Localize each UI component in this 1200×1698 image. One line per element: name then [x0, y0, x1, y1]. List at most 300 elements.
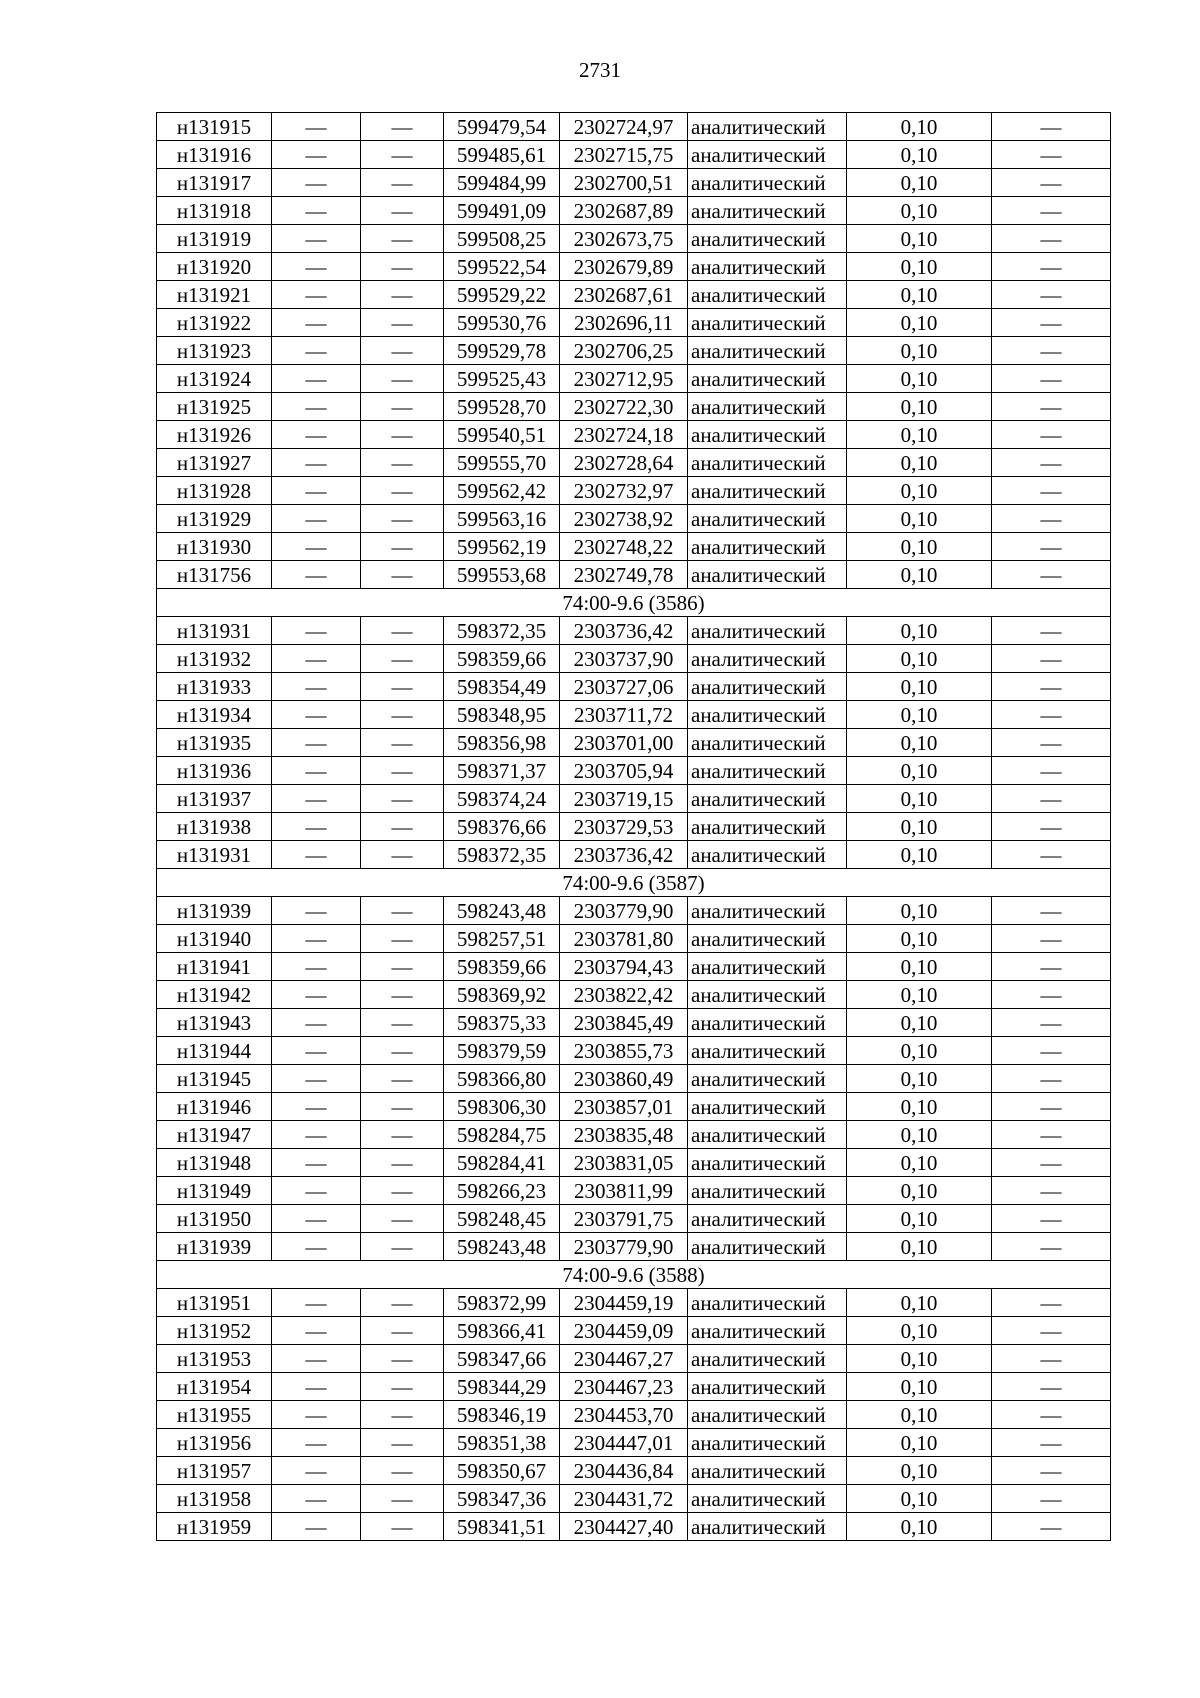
section-title: 74:00-9.6 (3587): [157, 869, 1111, 897]
x-coordinate-cell: 598372,35: [444, 617, 560, 645]
table-row: [157, 1009, 1111, 1037]
dash-cell: —: [992, 1345, 1111, 1373]
dash-cell: —: [992, 645, 1111, 673]
y-coordinate-cell: 2303729,53: [560, 813, 688, 841]
method-cell: аналитический: [688, 309, 847, 337]
table-row: [157, 141, 1111, 169]
accuracy-cell: 0,10: [847, 1233, 992, 1261]
dash-cell: —: [361, 1233, 444, 1261]
x-coordinate-cell: 598372,99: [444, 1289, 560, 1317]
dash-cell: —: [361, 1205, 444, 1233]
method-cell: аналитический: [688, 253, 847, 281]
dash-cell: —: [272, 1177, 361, 1205]
dash-cell: —: [272, 477, 361, 505]
dash-cell: —: [361, 253, 444, 281]
point-id-cell: н131944: [157, 1037, 272, 1065]
dash-cell: —: [272, 813, 361, 841]
point-id-cell: н131959: [157, 1513, 272, 1541]
x-coordinate-cell: 598359,66: [444, 953, 560, 981]
y-coordinate-cell: 2302696,11: [560, 309, 688, 337]
dash-cell: —: [361, 1065, 444, 1093]
point-id-cell: н131948: [157, 1149, 272, 1177]
x-coordinate-cell: 598375,33: [444, 1009, 560, 1037]
dash-cell: —: [272, 1009, 361, 1037]
dash-cell: —: [272, 1121, 361, 1149]
dash-cell: —: [272, 701, 361, 729]
dash-cell: —: [361, 561, 444, 589]
dash-cell: —: [272, 197, 361, 225]
dash-cell: —: [272, 449, 361, 477]
y-coordinate-cell: 2302673,75: [560, 225, 688, 253]
dash-cell: —: [992, 1513, 1111, 1541]
dash-cell: —: [361, 981, 444, 1009]
method-cell: аналитический: [688, 561, 847, 589]
dash-cell: —: [272, 1289, 361, 1317]
dash-cell: —: [992, 757, 1111, 785]
dash-cell: —: [272, 1485, 361, 1513]
table-row: [157, 813, 1111, 841]
point-id-cell: н131953: [157, 1345, 272, 1373]
point-id-cell: н131929: [157, 505, 272, 533]
x-coordinate-cell: 598374,24: [444, 785, 560, 813]
dash-cell: —: [361, 1317, 444, 1345]
table-row: [157, 1485, 1111, 1513]
table-row: [157, 617, 1111, 645]
accuracy-cell: 0,10: [847, 421, 992, 449]
accuracy-cell: 0,10: [847, 169, 992, 197]
method-cell: аналитический: [688, 841, 847, 869]
point-id-cell: н131958: [157, 1485, 272, 1513]
accuracy-cell: 0,10: [847, 785, 992, 813]
table-row: [157, 505, 1111, 533]
table-row: [157, 253, 1111, 281]
method-cell: аналитический: [688, 421, 847, 449]
point-id-cell: н131951: [157, 1289, 272, 1317]
point-id-cell: н131917: [157, 169, 272, 197]
dash-cell: —: [992, 1317, 1111, 1345]
point-id-cell: н131932: [157, 645, 272, 673]
dash-cell: —: [272, 645, 361, 673]
dash-cell: —: [992, 1037, 1111, 1065]
x-coordinate-cell: 598369,92: [444, 981, 560, 1009]
method-cell: аналитический: [688, 645, 847, 673]
dash-cell: —: [361, 1149, 444, 1177]
dash-cell: —: [992, 617, 1111, 645]
y-coordinate-cell: 2304467,27: [560, 1345, 688, 1373]
accuracy-cell: 0,10: [847, 309, 992, 337]
method-cell: аналитический: [688, 505, 847, 533]
x-coordinate-cell: 598359,66: [444, 645, 560, 673]
section-header-row: [157, 589, 1111, 617]
x-coordinate-cell: 599522,54: [444, 253, 560, 281]
dash-cell: —: [992, 505, 1111, 533]
y-coordinate-cell: 2303711,72: [560, 701, 688, 729]
y-coordinate-cell: 2303860,49: [560, 1065, 688, 1093]
y-coordinate-cell: 2304447,01: [560, 1429, 688, 1457]
dash-cell: —: [272, 673, 361, 701]
method-cell: аналитический: [688, 1037, 847, 1065]
accuracy-cell: 0,10: [847, 365, 992, 393]
x-coordinate-cell: 598379,59: [444, 1037, 560, 1065]
dash-cell: —: [992, 1373, 1111, 1401]
method-cell: аналитический: [688, 281, 847, 309]
method-cell: аналитический: [688, 113, 847, 141]
y-coordinate-cell: 2303779,90: [560, 897, 688, 925]
accuracy-cell: 0,10: [847, 673, 992, 701]
accuracy-cell: 0,10: [847, 1429, 992, 1457]
y-coordinate-cell: 2303719,15: [560, 785, 688, 813]
accuracy-cell: 0,10: [847, 897, 992, 925]
point-id-cell: н131940: [157, 925, 272, 953]
section-title: 74:00-9.6 (3588): [157, 1261, 1111, 1289]
y-coordinate-cell: 2303781,80: [560, 925, 688, 953]
y-coordinate-cell: 2303727,06: [560, 673, 688, 701]
dash-cell: —: [361, 365, 444, 393]
dash-cell: —: [272, 897, 361, 925]
table-row: [157, 225, 1111, 253]
method-cell: аналитический: [688, 1177, 847, 1205]
x-coordinate-cell: 599553,68: [444, 561, 560, 589]
dash-cell: —: [361, 1345, 444, 1373]
accuracy-cell: 0,10: [847, 981, 992, 1009]
method-cell: аналитический: [688, 1401, 847, 1429]
accuracy-cell: 0,10: [847, 757, 992, 785]
dash-cell: —: [992, 1065, 1111, 1093]
point-id-cell: н131947: [157, 1121, 272, 1149]
dash-cell: —: [272, 1093, 361, 1121]
point-id-cell: н131949: [157, 1177, 272, 1205]
accuracy-cell: 0,10: [847, 1289, 992, 1317]
point-id-cell: н131931: [157, 617, 272, 645]
point-id-cell: н131927: [157, 449, 272, 477]
method-cell: аналитический: [688, 813, 847, 841]
point-id-cell: н131954: [157, 1373, 272, 1401]
dash-cell: —: [992, 813, 1111, 841]
method-cell: аналитический: [688, 365, 847, 393]
dash-cell: —: [992, 785, 1111, 813]
y-coordinate-cell: 2303705,94: [560, 757, 688, 785]
point-id-cell: н131915: [157, 113, 272, 141]
method-cell: аналитический: [688, 1457, 847, 1485]
dash-cell: —: [992, 113, 1111, 141]
accuracy-cell: 0,10: [847, 1401, 992, 1429]
table-body: [157, 113, 1111, 1541]
dash-cell: —: [992, 365, 1111, 393]
dash-cell: —: [992, 1121, 1111, 1149]
y-coordinate-cell: 2302732,97: [560, 477, 688, 505]
accuracy-cell: 0,10: [847, 533, 992, 561]
method-cell: аналитический: [688, 1149, 847, 1177]
y-coordinate-cell: 2302687,89: [560, 197, 688, 225]
dash-cell: —: [992, 897, 1111, 925]
y-coordinate-cell: 2302748,22: [560, 533, 688, 561]
table-row: [157, 533, 1111, 561]
dash-cell: —: [361, 1373, 444, 1401]
x-coordinate-cell: 599491,09: [444, 197, 560, 225]
accuracy-cell: 0,10: [847, 505, 992, 533]
x-coordinate-cell: 599555,70: [444, 449, 560, 477]
x-coordinate-cell: 598346,19: [444, 1401, 560, 1429]
y-coordinate-cell: 2303736,42: [560, 617, 688, 645]
accuracy-cell: 0,10: [847, 841, 992, 869]
x-coordinate-cell: 598341,51: [444, 1513, 560, 1541]
dash-cell: —: [361, 1093, 444, 1121]
dash-cell: —: [992, 1177, 1111, 1205]
dash-cell: —: [272, 281, 361, 309]
x-coordinate-cell: 599562,19: [444, 533, 560, 561]
method-cell: аналитический: [688, 757, 847, 785]
dash-cell: —: [992, 197, 1111, 225]
dash-cell: —: [361, 841, 444, 869]
dash-cell: —: [272, 253, 361, 281]
section-title: 74:00-9.6 (3586): [157, 589, 1111, 617]
y-coordinate-cell: 2304459,19: [560, 1289, 688, 1317]
dash-cell: —: [992, 533, 1111, 561]
method-cell: аналитический: [688, 1093, 847, 1121]
point-id-cell: н131956: [157, 1429, 272, 1457]
method-cell: аналитический: [688, 785, 847, 813]
y-coordinate-cell: 2303857,01: [560, 1093, 688, 1121]
point-id-cell: н131938: [157, 813, 272, 841]
table-row: [157, 897, 1111, 925]
dash-cell: —: [992, 393, 1111, 421]
accuracy-cell: 0,10: [847, 701, 992, 729]
x-coordinate-cell: 598248,45: [444, 1205, 560, 1233]
dash-cell: —: [361, 225, 444, 253]
y-coordinate-cell: 2302700,51: [560, 169, 688, 197]
point-id-cell: н131957: [157, 1457, 272, 1485]
y-coordinate-cell: 2302715,75: [560, 141, 688, 169]
y-coordinate-cell: 2303822,42: [560, 981, 688, 1009]
dash-cell: —: [992, 1485, 1111, 1513]
table-row: [157, 1429, 1111, 1457]
table-row: [157, 925, 1111, 953]
dash-cell: —: [361, 533, 444, 561]
accuracy-cell: 0,10: [847, 729, 992, 757]
accuracy-cell: 0,10: [847, 253, 992, 281]
x-coordinate-cell: 599479,54: [444, 113, 560, 141]
dash-cell: —: [361, 1485, 444, 1513]
table-row: [157, 197, 1111, 225]
accuracy-cell: 0,10: [847, 197, 992, 225]
dash-cell: —: [361, 617, 444, 645]
point-id-cell: н131921: [157, 281, 272, 309]
method-cell: аналитический: [688, 1345, 847, 1373]
method-cell: аналитический: [688, 1205, 847, 1233]
accuracy-cell: 0,10: [847, 113, 992, 141]
x-coordinate-cell: 598366,41: [444, 1317, 560, 1345]
method-cell: аналитический: [688, 141, 847, 169]
accuracy-cell: 0,10: [847, 1177, 992, 1205]
x-coordinate-cell: 599563,16: [444, 505, 560, 533]
method-cell: аналитический: [688, 1513, 847, 1541]
table-row: [157, 337, 1111, 365]
point-id-cell: н131945: [157, 1065, 272, 1093]
method-cell: аналитический: [688, 925, 847, 953]
y-coordinate-cell: 2303701,00: [560, 729, 688, 757]
method-cell: аналитический: [688, 729, 847, 757]
accuracy-cell: 0,10: [847, 1485, 992, 1513]
dash-cell: —: [361, 197, 444, 225]
dash-cell: —: [272, 981, 361, 1009]
dash-cell: —: [272, 1037, 361, 1065]
accuracy-cell: 0,10: [847, 1373, 992, 1401]
dash-cell: —: [361, 1121, 444, 1149]
y-coordinate-cell: 2302724,18: [560, 421, 688, 449]
method-cell: аналитический: [688, 393, 847, 421]
point-id-cell: н131918: [157, 197, 272, 225]
x-coordinate-cell: 598257,51: [444, 925, 560, 953]
method-cell: аналитический: [688, 477, 847, 505]
point-id-cell: н131939: [157, 897, 272, 925]
y-coordinate-cell: 2304436,84: [560, 1457, 688, 1485]
point-id-cell: н131935: [157, 729, 272, 757]
x-coordinate-cell: 599540,51: [444, 421, 560, 449]
dash-cell: —: [992, 281, 1111, 309]
point-id-cell: н131936: [157, 757, 272, 785]
point-id-cell: н131926: [157, 421, 272, 449]
dash-cell: —: [992, 477, 1111, 505]
dash-cell: —: [361, 1457, 444, 1485]
accuracy-cell: 0,10: [847, 1121, 992, 1149]
y-coordinate-cell: 2302749,78: [560, 561, 688, 589]
dash-cell: —: [361, 309, 444, 337]
dash-cell: —: [992, 953, 1111, 981]
y-coordinate-cell: 2303736,42: [560, 841, 688, 869]
table-row: [157, 1317, 1111, 1345]
x-coordinate-cell: 599484,99: [444, 169, 560, 197]
dash-cell: —: [992, 841, 1111, 869]
dash-cell: —: [272, 1457, 361, 1485]
x-coordinate-cell: 598371,37: [444, 757, 560, 785]
x-coordinate-cell: 598348,95: [444, 701, 560, 729]
accuracy-cell: 0,10: [847, 925, 992, 953]
dash-cell: —: [992, 253, 1111, 281]
dash-cell: —: [992, 449, 1111, 477]
dash-cell: —: [361, 169, 444, 197]
method-cell: аналитический: [688, 169, 847, 197]
dash-cell: —: [992, 561, 1111, 589]
dash-cell: —: [361, 337, 444, 365]
dash-cell: —: [992, 1289, 1111, 1317]
x-coordinate-cell: 599562,42: [444, 477, 560, 505]
table-row: [157, 1037, 1111, 1065]
dash-cell: —: [272, 225, 361, 253]
y-coordinate-cell: 2302728,64: [560, 449, 688, 477]
x-coordinate-cell: 599529,22: [444, 281, 560, 309]
method-cell: аналитический: [688, 225, 847, 253]
method-cell: аналитический: [688, 897, 847, 925]
dash-cell: —: [992, 1401, 1111, 1429]
table-row: [157, 113, 1111, 141]
dash-cell: —: [272, 393, 361, 421]
y-coordinate-cell: 2302722,30: [560, 393, 688, 421]
table-row: [157, 757, 1111, 785]
table-row: [157, 1457, 1111, 1485]
dash-cell: —: [272, 1429, 361, 1457]
dash-cell: —: [272, 533, 361, 561]
point-id-cell: н131946: [157, 1093, 272, 1121]
dash-cell: —: [361, 645, 444, 673]
dash-cell: —: [992, 925, 1111, 953]
x-coordinate-cell: 598344,29: [444, 1373, 560, 1401]
dash-cell: —: [272, 113, 361, 141]
dash-cell: —: [361, 673, 444, 701]
page-number: 2731: [579, 58, 621, 82]
dash-cell: —: [272, 1065, 361, 1093]
table-row: [157, 1121, 1111, 1149]
dash-cell: —: [361, 953, 444, 981]
x-coordinate-cell: 598306,30: [444, 1093, 560, 1121]
dash-cell: —: [272, 309, 361, 337]
point-id-cell: н131943: [157, 1009, 272, 1037]
dash-cell: —: [992, 701, 1111, 729]
table-row: [157, 645, 1111, 673]
table-row: [157, 1513, 1111, 1541]
dash-cell: —: [992, 1233, 1111, 1261]
accuracy-cell: 0,10: [847, 645, 992, 673]
point-id-cell: н131756: [157, 561, 272, 589]
point-id-cell: н131916: [157, 141, 272, 169]
table-row: [157, 1373, 1111, 1401]
x-coordinate-cell: 598266,23: [444, 1177, 560, 1205]
point-id-cell: н131920: [157, 253, 272, 281]
accuracy-cell: 0,10: [847, 477, 992, 505]
accuracy-cell: 0,10: [847, 1513, 992, 1541]
method-cell: аналитический: [688, 1485, 847, 1513]
section-header-row: [157, 869, 1111, 897]
table-row: [157, 673, 1111, 701]
dash-cell: —: [361, 477, 444, 505]
dash-cell: —: [272, 169, 361, 197]
dash-cell: —: [272, 337, 361, 365]
x-coordinate-cell: 598284,41: [444, 1149, 560, 1177]
y-coordinate-cell: 2303794,43: [560, 953, 688, 981]
table-row: [157, 953, 1111, 981]
table-row: [157, 841, 1111, 869]
accuracy-cell: 0,10: [847, 141, 992, 169]
y-coordinate-cell: 2303845,49: [560, 1009, 688, 1037]
dash-cell: —: [272, 1317, 361, 1345]
table-row: [157, 281, 1111, 309]
point-id-cell: н131924: [157, 365, 272, 393]
dash-cell: —: [992, 225, 1111, 253]
table-row: [157, 981, 1111, 1009]
accuracy-cell: 0,10: [847, 449, 992, 477]
dash-cell: —: [272, 953, 361, 981]
method-cell: аналитический: [688, 1009, 847, 1037]
dash-cell: —: [992, 141, 1111, 169]
dash-cell: —: [272, 757, 361, 785]
dash-cell: —: [361, 1177, 444, 1205]
y-coordinate-cell: 2303835,48: [560, 1121, 688, 1149]
accuracy-cell: 0,10: [847, 393, 992, 421]
dash-cell: —: [272, 421, 361, 449]
method-cell: аналитический: [688, 1373, 847, 1401]
dash-cell: —: [361, 701, 444, 729]
method-cell: аналитический: [688, 981, 847, 1009]
dash-cell: —: [361, 141, 444, 169]
table-row: [157, 1289, 1111, 1317]
x-coordinate-cell: 598284,75: [444, 1121, 560, 1149]
x-coordinate-cell: 598366,80: [444, 1065, 560, 1093]
table-row: [157, 477, 1111, 505]
dash-cell: —: [992, 1149, 1111, 1177]
x-coordinate-cell: 598347,36: [444, 1485, 560, 1513]
dash-cell: —: [992, 981, 1111, 1009]
dash-cell: —: [361, 1037, 444, 1065]
point-id-cell: н131922: [157, 309, 272, 337]
